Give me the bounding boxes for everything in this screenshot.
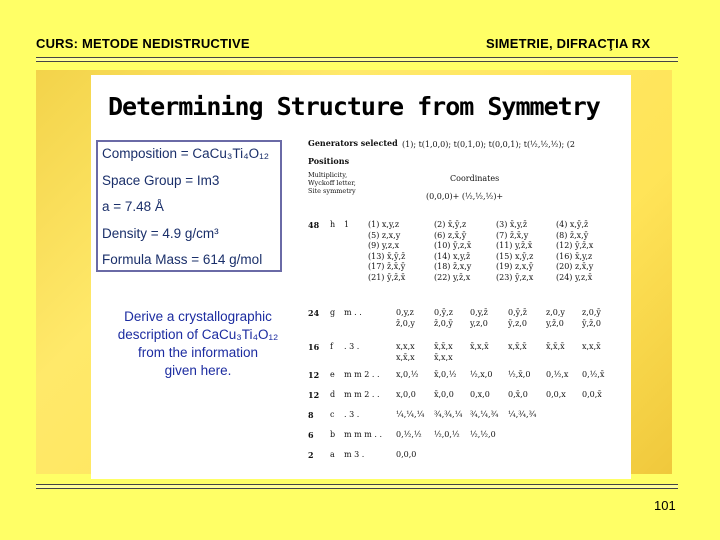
coordinate-cell: (5) z,x,y [368, 230, 401, 240]
coordinate-cell: ½,x,0 [470, 370, 493, 379]
chapter-title: SIMETRIE, DIFRACŢIA RX [486, 36, 651, 51]
coordinate-cell: y,z̄,0 [546, 319, 564, 328]
generators-list: (1); t(1,0,0); t(0,1,0); t(0,0,1); t(½,½,½); (2 [402, 140, 575, 149]
coordinate-cell: x,x̄,x [396, 353, 415, 362]
coordinate-cell: 0,½,x [546, 370, 569, 379]
coordinate-cell: ½,x̄,0 [508, 370, 531, 379]
coordinate-cell: (3) x̄,y,z̄ [496, 220, 528, 229]
wyckoff-letter-cell: g [330, 308, 336, 317]
derive-instructions [100, 308, 296, 380]
coordinate-cell: ȳ,z̄,0 [582, 319, 601, 328]
coordinate-cell: 0,0,0 [396, 450, 417, 459]
multiplicity-cell: 2 [308, 450, 314, 460]
wyckoff-letter-cell: h [330, 220, 336, 229]
lattice-param-text: a = 7.48 Å [102, 199, 164, 214]
coordinate-cell: x̄,x,x [434, 353, 453, 362]
multiplicity-cell: 48 [308, 220, 320, 230]
site-symmetry-cell: m m m . . [344, 430, 383, 439]
positions-label: Positions [308, 156, 350, 166]
coordinate-cell: 0,0,x [546, 390, 566, 399]
derive-line: description of CaCu₃Ti₄O₁₂ [117, 327, 279, 342]
coordinate-cell: x̄,x̄,x̄ [546, 342, 565, 351]
site-symmetry-cell: m m 2 . . [344, 390, 380, 399]
coordinate-cell: (10) ȳ,z,x̄ [434, 241, 472, 250]
multiplicity-cell: 24 [308, 308, 320, 318]
multiplicity-cell: 6 [308, 430, 314, 440]
site-symmetry-cell: . 3 . [344, 342, 360, 351]
coordinate-cell: ½,0,½ [434, 430, 460, 439]
coordinate-cell: 0,x̄,0 [508, 390, 528, 399]
coordinate-cell: 0,y,z [396, 308, 414, 317]
coordinate-cell: x,0,0 [396, 390, 416, 399]
coordinate-cell: (23) ȳ,z,x [496, 272, 534, 282]
coordinate-cell: 0,x,0 [470, 390, 490, 399]
multiplicity-label: Multiplicity, [308, 171, 348, 179]
site-symmetry-cell: m . . [344, 308, 362, 317]
coordinate-cell: z̄,0,ȳ [434, 319, 453, 328]
coordinate-cell: ¼,¾,¾ [508, 410, 537, 419]
wyckoff-letter-cell: a [330, 450, 335, 459]
coordinate-cell: x,0,½ [396, 370, 419, 379]
coordinate-cell: 0,0,x̄ [582, 390, 602, 399]
wyckoff-label: Wyckoff letter, [308, 179, 356, 187]
coordinate-cell: 0,ȳ,z̄ [508, 308, 527, 317]
coordinate-cell: x̄,0,0 [434, 390, 454, 399]
coordinate-cell: x̄,x,x̄ [470, 342, 489, 351]
coordinate-cell: (15) x,ȳ,z [496, 251, 534, 261]
formula-mass-text: Formula Mass = 614 g/mol [102, 252, 263, 267]
coordinate-cell: z,0,ȳ [582, 308, 601, 317]
coordinate-cell: y,z,0 [470, 319, 488, 328]
coordinate-cell: ȳ,z,0 [508, 319, 527, 328]
coordinate-cell: x̄,x̄,x [434, 342, 453, 351]
coordinate-cell: (17) z̄,x̄,ȳ [368, 262, 406, 271]
composition-text: Composition = CaCu₃Ti₄O₁₂ [102, 146, 269, 161]
wyckoff-letter-cell: f [330, 342, 333, 351]
site-symmetry-cell: 1 [344, 220, 350, 229]
coordinate-cell: z̄,0,y [396, 319, 415, 328]
wyckoff-table [300, 136, 630, 466]
multiplicity-cell: 8 [308, 410, 314, 420]
multiplicity-cell: 12 [308, 370, 320, 380]
coordinate-cell: (19) z,x,ȳ [496, 262, 534, 271]
centering-vectors: (0,0,0)+ (½,½,½)+ [426, 192, 504, 201]
slide-title: Determining Structure from Symmetry [108, 92, 600, 121]
coordinate-cell: ¾,¼,¾ [470, 410, 499, 419]
coordinate-cell: (14) x,y,z̄ [434, 251, 471, 261]
coordinate-cell: (12) ȳ,z̄,x [556, 241, 594, 250]
coordinate-cell: (20) z,x̄,y [556, 262, 594, 271]
coordinate-cell: (16) x̄,y,z [556, 251, 593, 261]
derive-line: given here. [164, 363, 232, 378]
coordinate-cell: 0,½,x̄ [582, 370, 605, 379]
coordinate-cell: z,0,y [546, 308, 565, 317]
coordinate-cell: 0,½,½ [396, 430, 422, 439]
generators-label: Generators selected [308, 138, 398, 148]
coordinate-cell: (8) z̄,x,ȳ [556, 230, 589, 240]
multiplicity-cell: 16 [308, 342, 320, 352]
coordinate-cell: x̄,0,½ [434, 370, 457, 379]
derive-line: from the information [137, 345, 259, 360]
coordinate-cell: (21) ȳ,z̄,x̄ [368, 272, 406, 282]
coordinate-cell: (13) x̄,ȳ,z̄ [368, 251, 406, 261]
coordinate-cell: (9) y,z,x [368, 241, 400, 250]
coordinate-cell: (22) y,z̄,x [434, 272, 471, 282]
wyckoff-letter-cell: e [330, 370, 335, 379]
coordinate-cell: (6) z,x̄,ȳ [434, 230, 467, 240]
site-symmetry-cell: m m 2 . . [344, 370, 380, 379]
coordinate-cell: x,x,x [396, 342, 415, 351]
site-symmetry-label: Site symmetry [308, 187, 356, 195]
coordinate-cell: 0,y,z̄ [470, 308, 488, 317]
coordinate-cell: (2) x̄,ȳ,z [434, 220, 467, 229]
coordinate-cell: ½,½,0 [470, 430, 496, 439]
multiplicity-cell: 12 [308, 390, 320, 400]
coordinate-cell: 0,ȳ,z [434, 308, 453, 317]
bottom-rule [36, 484, 678, 489]
wyckoff-letter-cell: b [330, 430, 336, 439]
density-text: Density = 4.9 g/cm³ [102, 226, 219, 241]
site-symmetry-cell: . 3 . [344, 410, 360, 419]
top-rule [36, 57, 678, 62]
coordinate-cell: (11) y,z̄,x̄ [496, 241, 533, 250]
coordinate-cell: x,x,x̄ [582, 342, 601, 351]
coordinates-label: Coordinates [450, 174, 500, 183]
coordinate-cell: (4) x,ȳ,z̄ [556, 220, 589, 229]
coordinate-cell: x,x̄,x̄ [508, 342, 527, 351]
site-symmetry-cell: m 3 . [344, 450, 365, 459]
coordinate-cell: (18) z̄,x,y [434, 262, 472, 271]
coordinate-cell: (24) y,z,x̄ [556, 272, 593, 282]
coordinate-cell: (1) x,y,z [368, 220, 400, 229]
coordinate-cell: ¼,¼,¼ [396, 410, 425, 419]
wyckoff-letter-cell: c [330, 410, 335, 419]
wyckoff-letter-cell: d [330, 390, 336, 399]
coordinate-cell: (7) z̄,x̄,y [496, 230, 529, 240]
course-title: CURS: METODE NEDISTRUCTIVE [36, 36, 250, 51]
page-number: 101 [654, 498, 676, 513]
derive-line: Derive a crystallographic [124, 309, 272, 324]
space-group-text: Space Group = Im3 [102, 173, 220, 188]
coordinate-cell: ¾,¾,¼ [434, 410, 463, 419]
